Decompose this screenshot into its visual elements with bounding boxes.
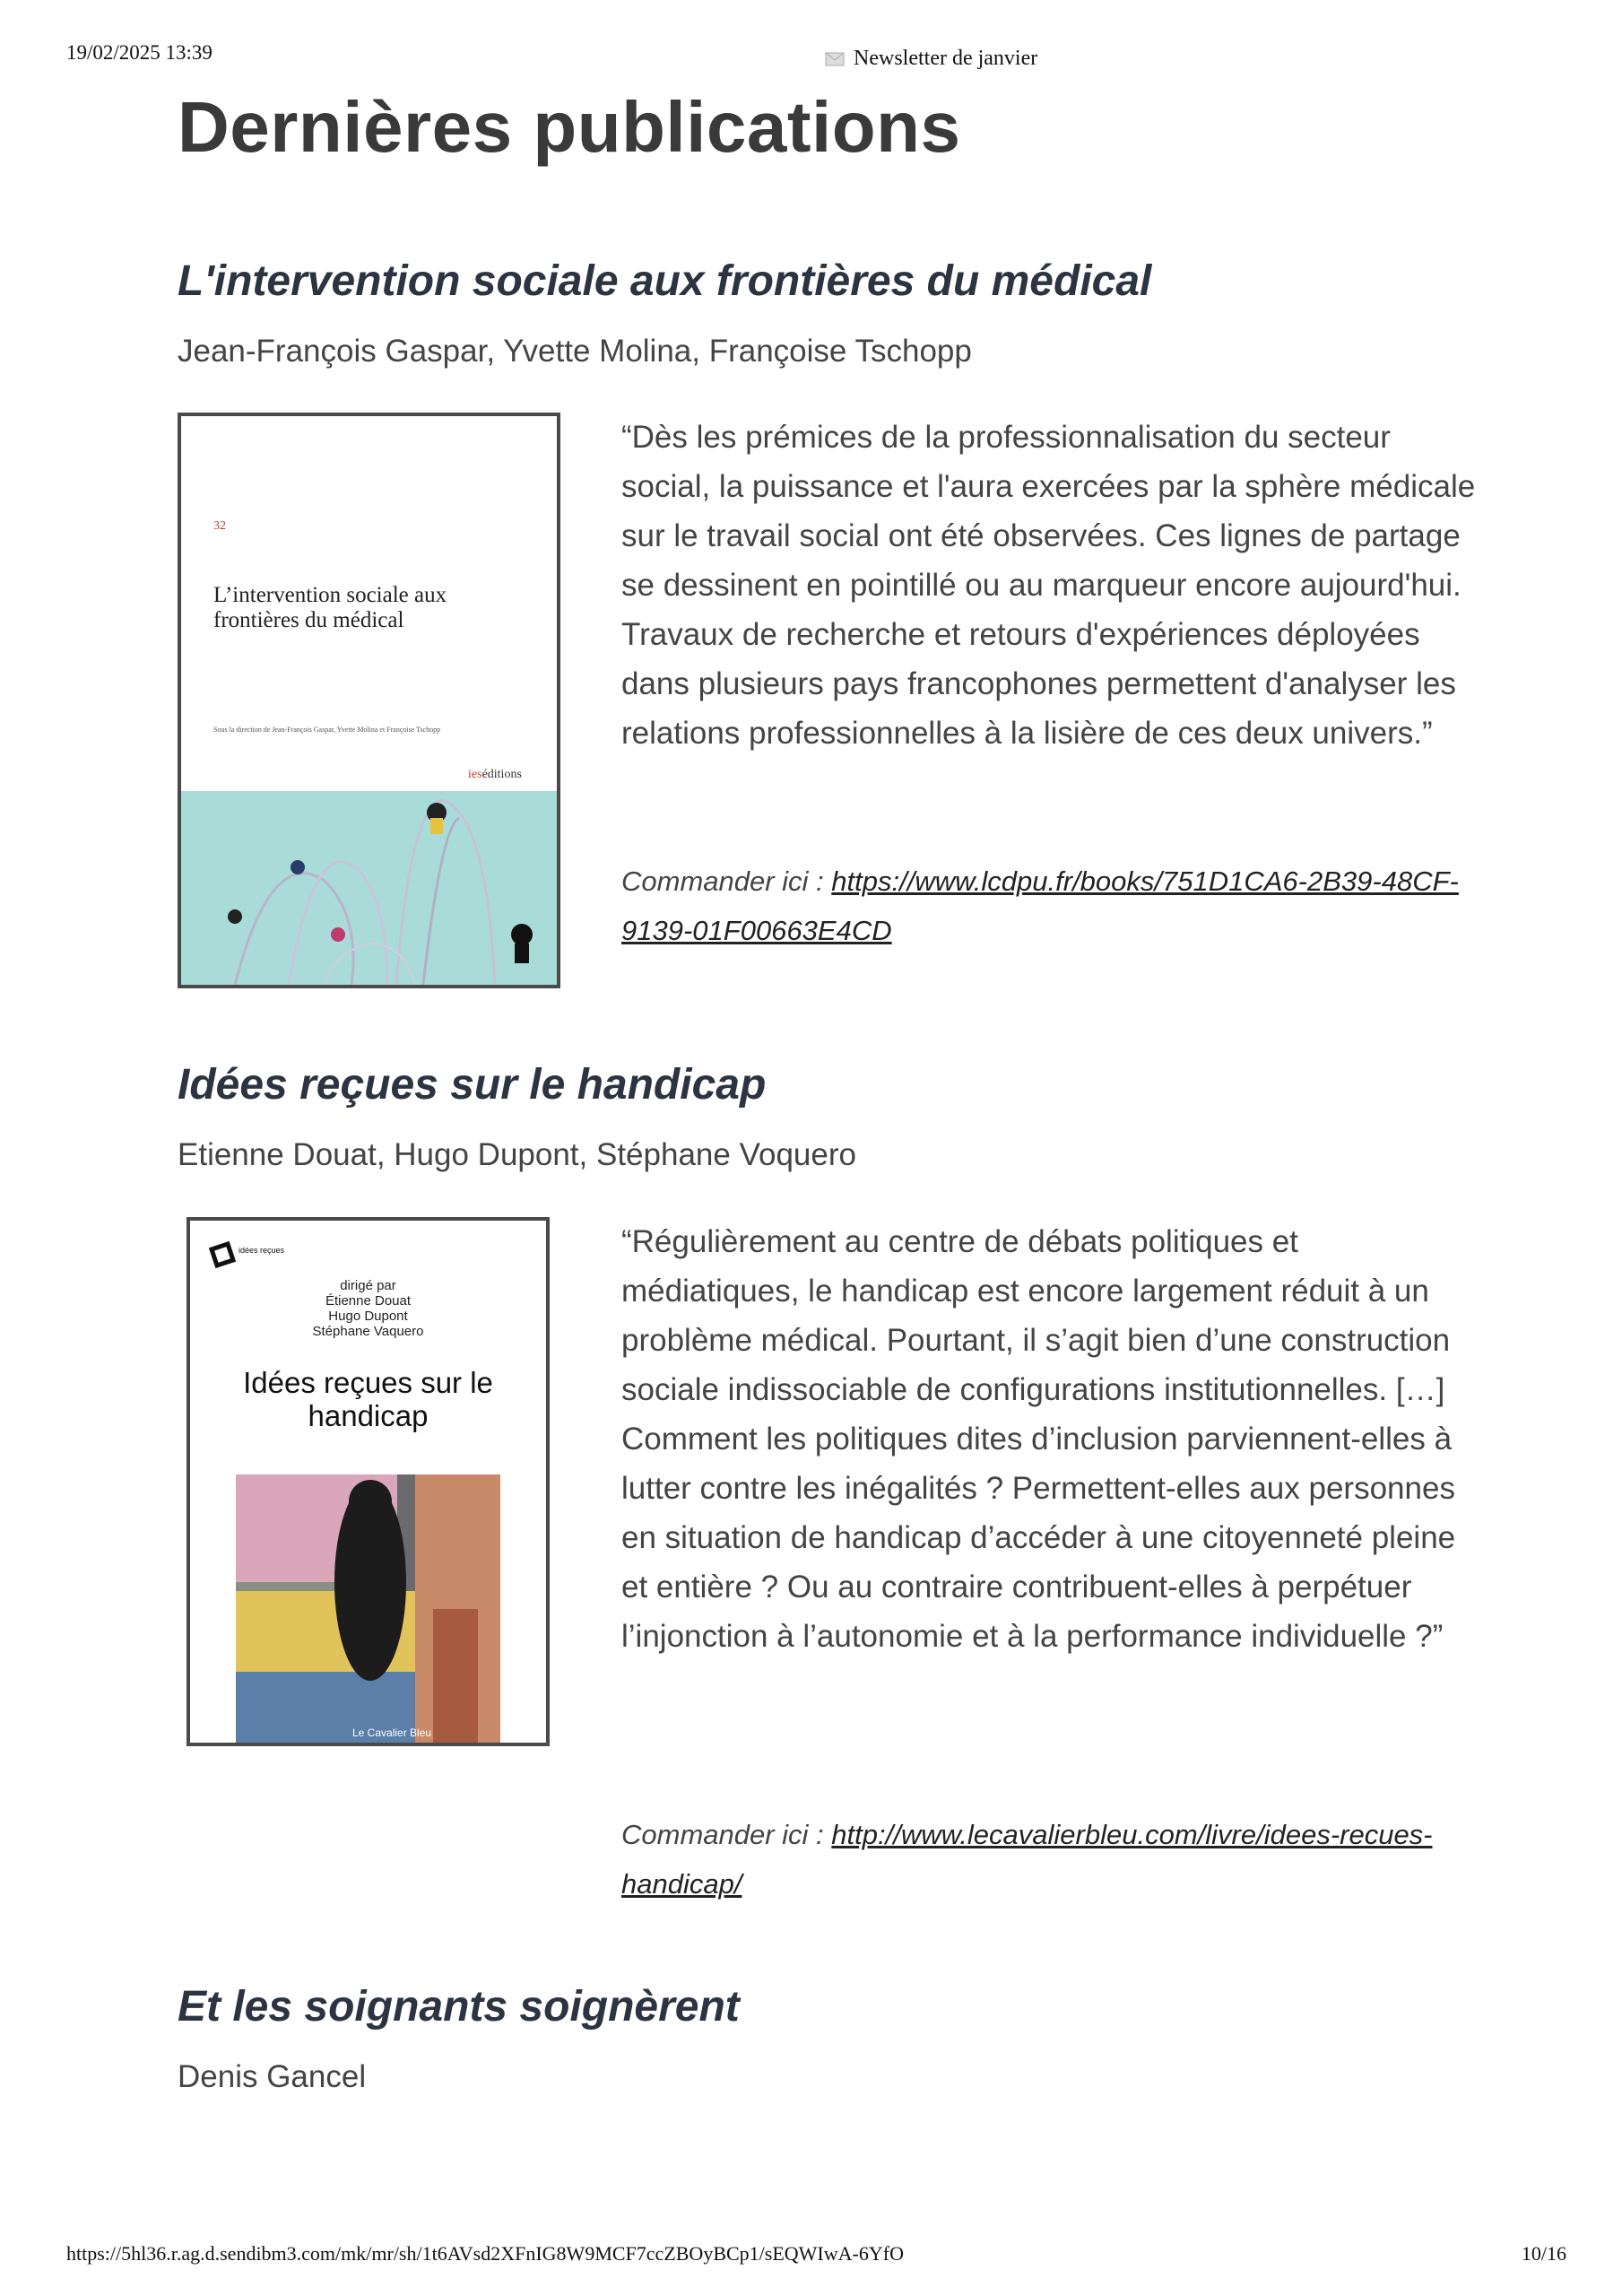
publication-authors: Denis Gancel	[178, 2059, 367, 2094]
print-doc-title	[825, 47, 1037, 71]
print-datetime: 19/02/2025 13:39	[66, 41, 213, 64]
publication-quote: “Régulièrement au centre de débats politiques et médiatiques, le handicap est encore largement réduit à un problème médical. Pourtant, il s’agit bien d’une construction sociale indissociable de configurations institutionnelles. […] Comment les politiques dites d’inclusion parviennent-elles à lutter contre les inégalités ? Permettent-elles aux personnes en situation de handicap d’accéder à une citoyenneté pleine et entière ? Ou au contraire contribuent-elles à perpétuer l’injonction à l’autonomie et à la performance individuelle ?”	[621, 1224, 1456, 1654]
doc-title-text: Newsletter de janvier	[854, 47, 1038, 70]
cover-editors: dirigé par Étienne Douat Hugo Dupont Stéphane Vaquero	[312, 1278, 424, 1339]
print-page-number: 10/16	[1521, 2242, 1566, 2265]
order-link[interactable]: https://www.lcdpu.fr/books/751D1CA6-2B39-48CF-9139-01F00663E4CD	[621, 865, 1459, 946]
cover-title: Idées reçues sur le handicap	[243, 1366, 493, 1432]
cover-title: L’intervention sociale aux frontières du médical	[213, 583, 447, 632]
publication-title: Et les soignants soignèrent	[178, 1983, 740, 2031]
cover-publisher: ieséditions	[468, 768, 522, 781]
collection-logo	[208, 1240, 289, 1281]
cover-illustration-mural	[236, 1474, 500, 1744]
envelope-icon	[825, 52, 845, 66]
publication-order: Commander ici : https://www.lcdpu.fr/books/751D1CA6-2B39-48CF-9139-01F00663E4CD	[621, 865, 1459, 946]
publication-quote: “Dès les prémices de la professionnalisation du secteur social, la puissance et l'aura exercées par la sphère médicale sur le travail social ont été observées. Ces lignes de partage se dessinent en pointillé ou au marqueur encore aujourd'hui. Travaux de recherche et retours d'expériences déployées dans plusieurs pays francophones permettent d'analyser les relations professionnelles à la lisière de ces deux univers.”	[621, 420, 1476, 751]
page-heading: Dernières publications	[178, 87, 961, 167]
collection-name: idées reçues	[239, 1246, 285, 1255]
publication-authors: Jean-François Gaspar, Yvette Molina, Françoise Tschopp	[178, 334, 972, 369]
order-link[interactable]: http://www.lecavalierbleu.com/livre/idees-recues-handicap/	[621, 1819, 1433, 1900]
publication-title: Idées reçues sur le handicap	[178, 1061, 767, 1109]
cover-publisher: Le Cavalier Bleu	[352, 1726, 432, 1739]
cover-series-number: 32	[213, 519, 226, 533]
publication-title: L'intervention sociale aux frontières du médical	[178, 257, 1152, 305]
publication-authors: Etienne Douat, Hugo Dupont, Stéphane Voquero	[178, 1137, 856, 1172]
book-cover-idees-recues	[186, 1217, 550, 1746]
cover-direction: Sous la direction de Jean-François Gaspar, Yvette Molina et Françoise Tschopp	[213, 726, 441, 734]
publication-order: Commander ici : http://www.lecavalierbleu.com/livre/idees-recues-handicap/	[621, 1819, 1433, 1900]
print-url: https://5hl36.r.ag.d.sendibm3.com/mk/mr/sh/1t6AVsd2XFnIG8W9MCF7ccZBOyBCp1/sEQWIwA-6YfO	[66, 2242, 904, 2265]
book-cover-intervention-sociale	[178, 413, 560, 988]
cover-illustration-acrobats	[181, 791, 557, 985]
